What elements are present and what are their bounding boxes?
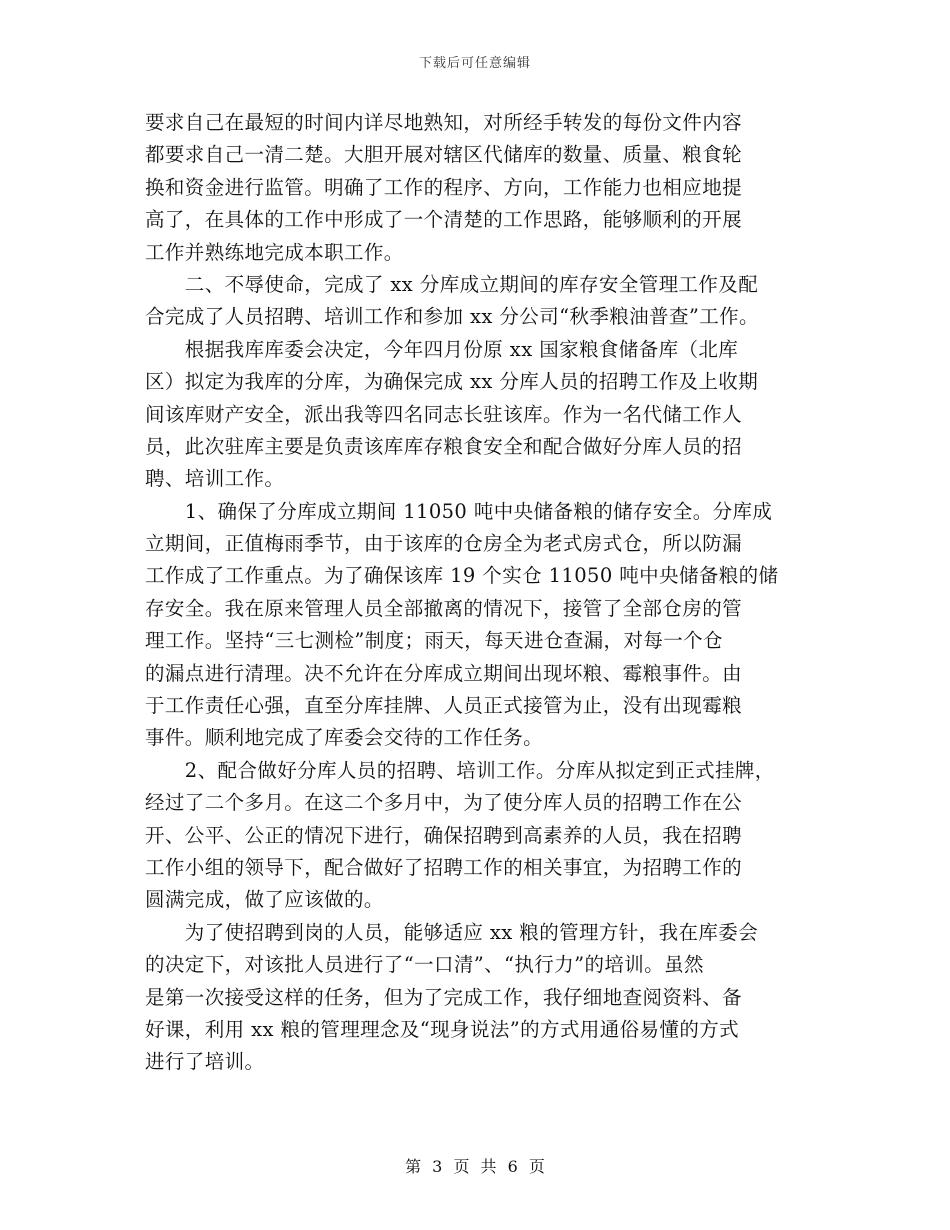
body-text	[145, 107, 807, 1079]
text-line: 间该库财产安全，派出我等四名同志长驻该库。作为一名代储工作人	[145, 402, 743, 426]
text-line: 好课，利用 xx 粮的管理理念及“现身说法”的方式用通俗易懂的方式	[145, 1017, 740, 1041]
page-header: 下载后可任意编辑	[418, 56, 531, 71]
text-line: 高了，在具体的工作中形成了一个清楚的工作思路，能够顺利的开展	[145, 208, 743, 232]
text-line: 的决定下，对该批人员进行了“一口清”、“执行力”的培训。虽然	[145, 953, 704, 977]
text-line: 事件。顺利地完成了库委会交待的工作任务。	[145, 726, 544, 750]
text-line: 的漏点进行清理。决不允许在分库成立期间出现坏粮、霉粮事件。由	[145, 661, 743, 685]
text-line: 圆满完成，做了应该做的。	[145, 888, 384, 912]
text-line: 开、公平、公正的情况下进行，确保招聘到高素养的人员，我在招聘	[145, 823, 743, 847]
text-line: 进行了培训。	[145, 1050, 265, 1074]
text-line: 换和资金进行监管。明确了工作的程序、方向，工作能力也相应地提	[145, 175, 743, 199]
text-line: 立期间，正值梅雨季节，由于该库的仓房全为老式房式仓，所以防漏	[145, 532, 743, 556]
text-line: 聘、培训工作。	[145, 467, 285, 491]
text-line: 为了使招聘到岗的人员，能够适应 xx 粮的管理方针，我在库委会	[145, 920, 759, 944]
text-line: 于工作责任心强，直至分库挂牌、人员正式接管为止，没有出现霉粮	[145, 694, 743, 718]
text-line: 存安全。我在原来管理人员全部撤离的情况下，接管了全部仓房的管	[145, 596, 743, 620]
text-line: 工作并熟练地完成本职工作。	[145, 240, 404, 264]
text-line: 二、不辱使命，完成了 xx 分库成立期间的库存安全管理工作及配	[145, 272, 759, 296]
text-line: 根据我库库委会决定，今年四月份原 xx 国家粮食储备库（北库	[145, 337, 739, 361]
text-line: 理工作。坚持“三七测检”制度；雨天，每天进仓查漏，对每一个仓	[145, 629, 723, 653]
text-line: 要求自己在最短的时间内详尽地熟知，对所经手转发的每份文件内容	[145, 111, 743, 134]
text-line: 工作小组的领导下，配合做好了招聘工作的相关事宜，为招聘工作的	[145, 855, 743, 879]
text-line: 是第一次接受这样的任务，但为了完成工作，我仔细地查阅资料、备	[145, 985, 743, 1009]
text-line: 1、确保了分库成立期间 11050 吨中央储备粮的储存安全。分库成	[145, 499, 773, 523]
page-footer: 第 3 页 共 6 页	[405, 1157, 545, 1176]
text-line: 经过了二个多月。在这二个多月中，为了使分库人员的招聘工作在公	[145, 791, 743, 815]
text-line: 2、配合做好分库人员的招聘、培训工作。分库从拟定到正式挂牌，	[145, 758, 775, 782]
text-line: 都要求自己一清二楚。大胆开展对辖区代储库的数量、质量、粮食轮	[145, 143, 743, 167]
text-line: 区）拟定为我库的分库，为确保完成 xx 分库人员的招聘工作及上收期	[145, 370, 759, 394]
text-line: 合完成了人员招聘、培训工作和参加 xx 分公司“秋季粮油普查”工作。	[145, 305, 759, 329]
text-line: 工作成了工作重点。为了确保该库 19 个实仓 11050 吨中央储备粮的储	[145, 564, 779, 588]
text-line: 员，此次驻库主要是负责该库库存粮食安全和配合做好分库人员的招	[145, 434, 743, 458]
